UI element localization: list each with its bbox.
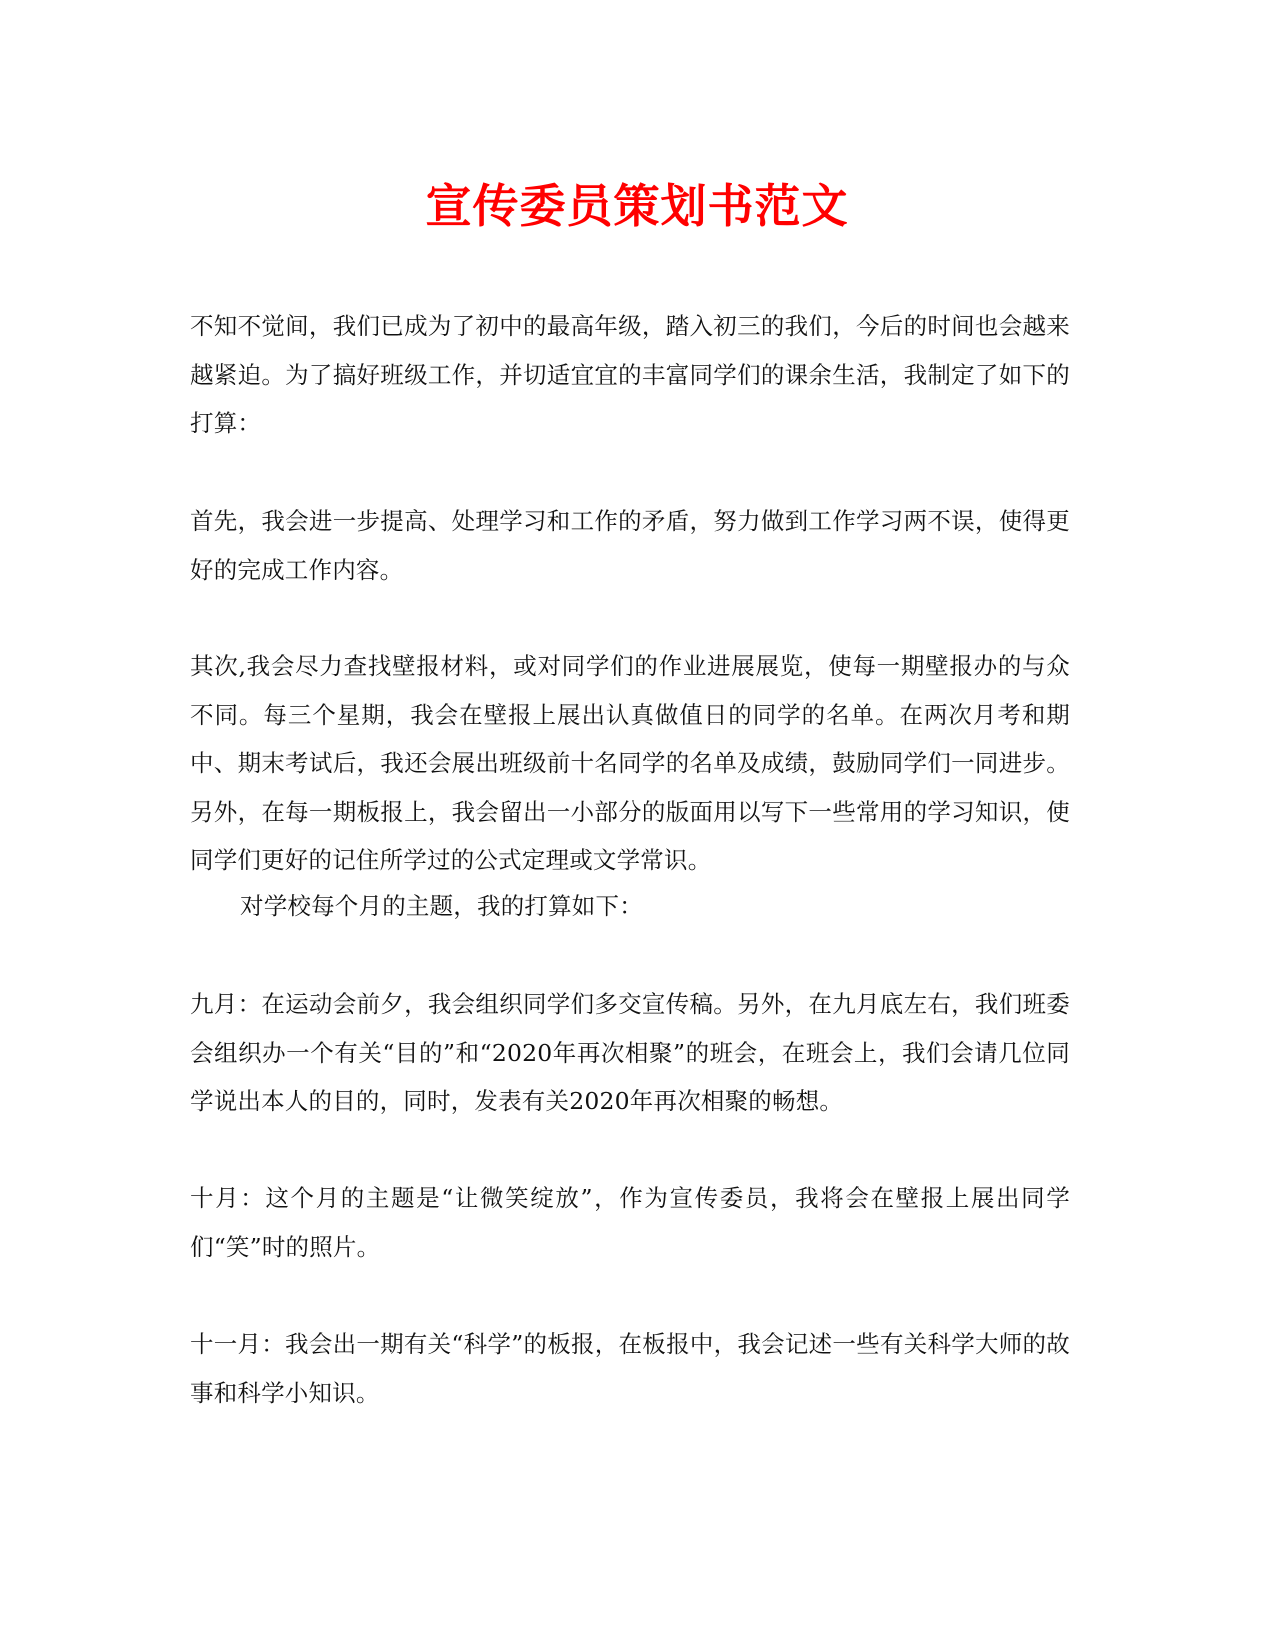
paragraph-first: 首先，我会进一步提高、处理学习和工作的矛盾，努力做到工作学习两不误，使得更好的完成工作内容。 [190,507,1070,584]
paragraph-intro: 不知不觉间，我们已成为了初中的最高年级，踏入初三的我们，今后的时间也会越来越紧迫。为了搞好班级工作，并切适宜宜的丰富同学们的课余生活，我制定了如下的打算： [190,312,1070,437]
document-title: 宣传委员策划书范文 [425,179,849,233]
paragraph-october: 十月：这个月的主题是“让微笑绽放”，作为宣传委员，我将会在壁报上展出同学们“笑”时的照片。 [190,1184,1070,1261]
paragraph-november: 十一月：我会出一期有关“科学”的板报，在板报中，我会记述一些有关科学大师的故事和科学小知识。 [190,1330,1070,1407]
paragraph-monthly-plan-heading: 对学校每个月的主题，我的打算如下： [240,892,643,920]
paragraph-second: 其次,我会尽力查找壁报材料，或对同学们的作业进展展览，使每一期壁报办的与众不同。每三个星期，我会在壁报上展出认真做值日的同学的名单。在两次月考和期中、期末考试后，我还会展出班级前十名同学的名单及成绩，鼓励同学们一同进步。另外，在每一期板报上，我会留出一小部分的版面用以写下一些常用的学习知识，使同学们更好的记住所学过的公式定理或文学常识。 [190,652,1070,874]
paragraph-september: 九月：在运动会前夕，我会组织同学们多交宣传稿。另外，在九月底左右，我们班委会组织办一个有关“目的”和“2020年再次相聚”的班会，在班会上，我们会请几位同学说出本人的目的，同时，发表有关2020年再次相聚的畅想。 [190,990,1070,1115]
